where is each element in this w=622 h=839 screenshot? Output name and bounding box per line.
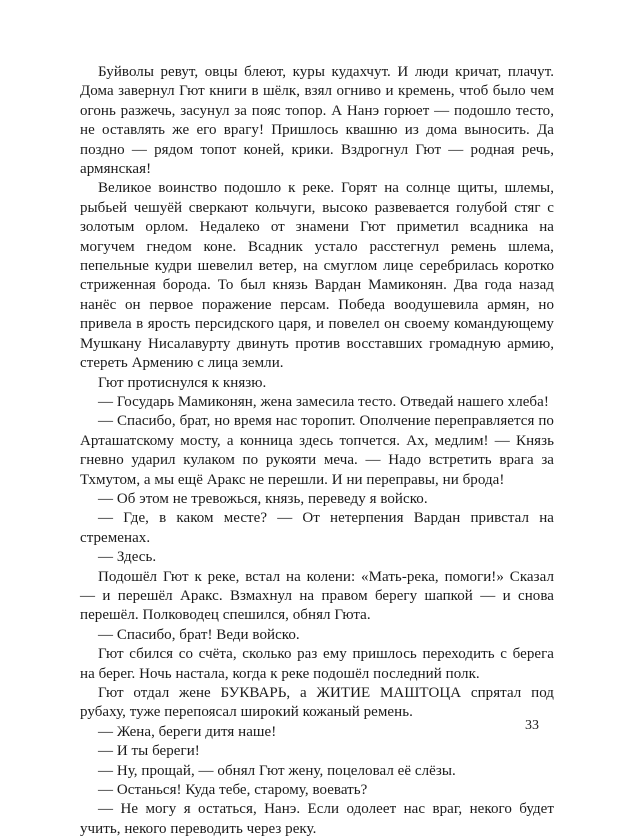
paragraph: — И ты береги! <box>98 743 200 760</box>
paragraph: — Где, в каком месте? — От нетерпения Вардан привстал на стременах. <box>80 510 554 546</box>
paragraph: Гют сбился со счёта, сколько раз ему пришлось переходить с берега на берег. Ночь настала, когда к реке подошёл последний полк. <box>80 646 554 682</box>
paragraph: — Спасибо, брат! Веди войско. <box>98 626 300 643</box>
paragraph: Гют отдал жене БУКВАРЬ, а ЖИТИЕ МАШТОЦА спрятал под рубаху, туже перепоясал широкий кожаный ремень. <box>80 685 554 721</box>
paragraph: Подошёл Гют к реке, встал на колени: «Мать-река, помоги!» Сказал — и перешёл Аракс. Взмахнул на правом берегу шапкой — и снова перешёл. Полководец спешился, обнял Гюта. <box>80 568 554 624</box>
paragraph: — Об этом не тревожься, князь, переведу я войско. <box>98 490 428 507</box>
paragraph: — Ну, прощай, — обнял Гют жену, поцеловал её слёзы. <box>98 762 456 779</box>
paragraph: — Государь Мамиконян, жена замесила тесто. Отведай нашего хлеба! <box>98 393 549 410</box>
paragraph: Буйволы ревут, овцы блеют, куры кудахчут. И люди кричат, плачут. Дома завернул Гют книги в шёлк, взял огниво и кремень, чтоб было чем огонь разжечь, засунул за пояс топор. А Нанэ горюет — подошло тесто, не оставлять же его врагу! Пришлось квашню из дома выносить. Да поздно — рядом топот коней, крики. Вздрогнул Гют — родная речь, армянская! <box>80 64 554 178</box>
page-text <box>80 63 554 839</box>
paragraph: Гют протиснулся к князю. <box>98 374 267 391</box>
paragraph: — Не могу я остаться, Нанэ. Если одолеет нас враг, некого будет учить, некого переводить через реку. <box>80 801 554 837</box>
paragraph: Великое воинство подошло к реке. Горят на солнце щиты, шлемы, рыбьей чешуёй сверкают кольчуги, высоко развевается голубой стяг с золотым орлом. Недалеко от знамени Гют приметил всадника на могучем гнедом коне. Всадник устало расстегнул ремень шлема, пепельные кудри шевелил ветер, на смуглом лице серебрилась коротко стриженная борода. То был князь Вардан Мамиконян. Два года назад нанёс он первое поражение персам. Победа воодушевила армян, но привела в ярость персидского царя, и повелел он своему командующему Мушкану Нисалавурту двинуть против восставших громадную армию, стереть Армению с лица земли. <box>80 180 554 372</box>
paragraph: — Здесь. <box>98 549 157 566</box>
paragraph: — Жена, береги дитя наше! <box>98 723 277 740</box>
paragraph: — Спасибо, брат, но время нас торопит. Ополчение переправляется по Арташатскому мосту, а конница здесь топчется. Ах, медлим! — Князь гневно ударил кулаком по рукояти меча. — Надо встретить врага за Тхмутом, а мы ещё Аракс не перешли. И ни переправы, ни брода! <box>80 413 554 488</box>
page-number: 33 <box>525 718 539 733</box>
paragraph: — Останься! Куда тебе, старому, воевать? <box>98 782 368 799</box>
